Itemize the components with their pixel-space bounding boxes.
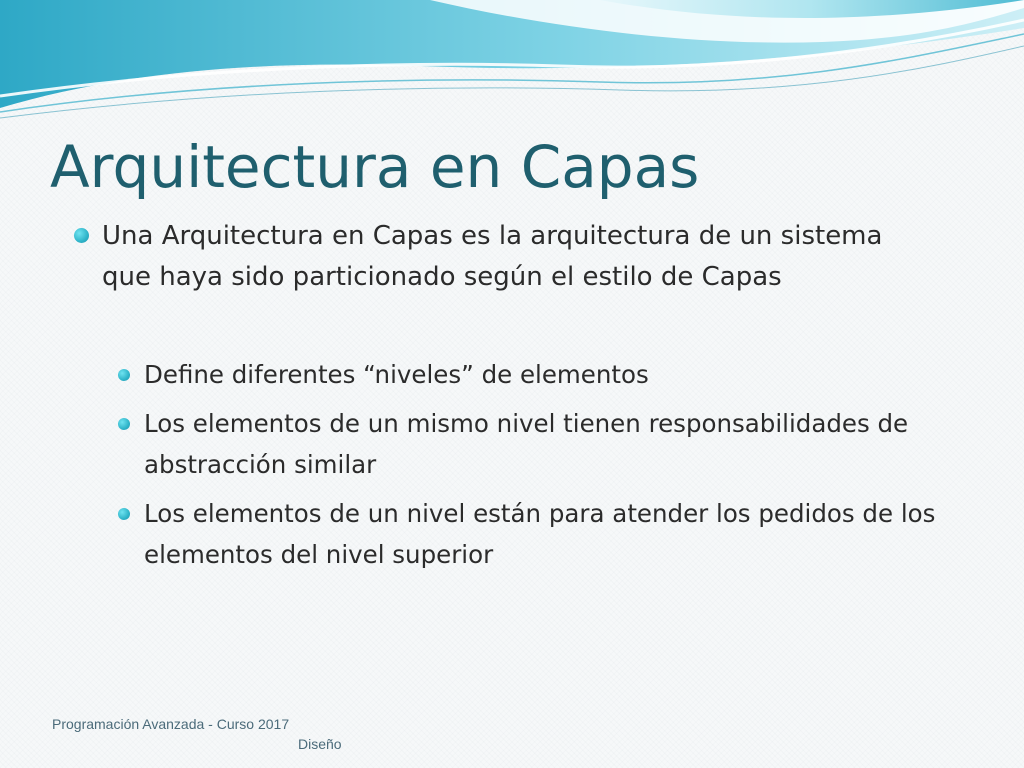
bullet-icon — [74, 228, 89, 243]
sub-bullet-icon — [118, 369, 130, 381]
sub-bullet-icon — [118, 418, 130, 430]
sub-bullet-item: Los elementos de un nivel están para atender los pedidos de los elementos del nivel superior — [144, 499, 936, 569]
sub-bullet-item: Define diferentes “niveles” de elementos — [144, 360, 649, 389]
footer-course: Programación Avanzada - Curso 2017 — [52, 716, 290, 732]
footer-topic: Diseño — [298, 736, 342, 752]
bullet-level-1: Una Arquitectura en Capas es la arquitectura de un sistema que haya sido particionado según el estilo de Capas — [102, 221, 883, 292]
sub-bullet-icon — [118, 508, 130, 520]
slide-title: Arquitectura en Capas — [50, 133, 700, 201]
sub-bullet-item: Los elementos de un mismo nivel tienen responsabilidades de abstracción similar — [144, 409, 909, 479]
